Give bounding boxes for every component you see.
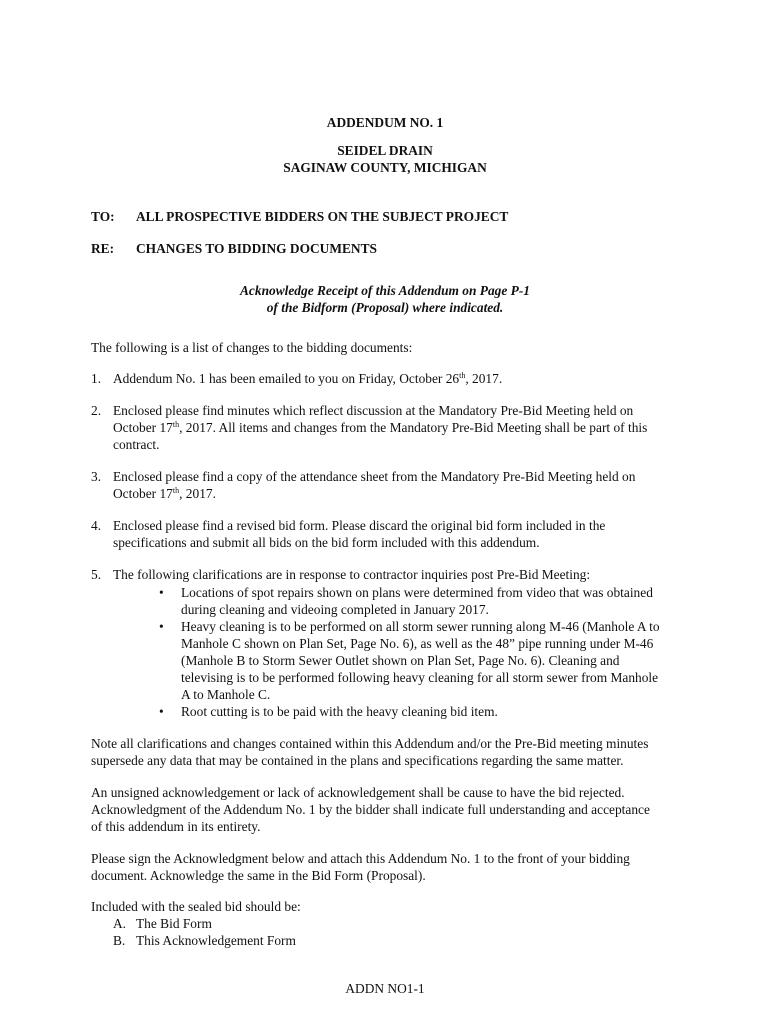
item-2-line3: contract.: [113, 437, 160, 452]
intro-text: The following is a list of changes to the bidding documents:: [91, 340, 413, 355]
item-number: 2.: [91, 403, 102, 418]
item-number: 1.: [91, 371, 102, 386]
bullet-3-line1: Root cutting is to be paid with the heavy cleaning bid item.: [181, 704, 498, 719]
bullet-marker: •: [159, 585, 164, 600]
list-letter: A.: [113, 916, 127, 931]
item-5-line1: The following clarifications are in response to contractor inquiries post Pre-Bid Meeting:: [113, 567, 591, 582]
list-item-bid-form: The Bid Form: [136, 916, 212, 931]
note-line1: Note all clarifications and changes contained within this Addendum and/or the Pre-Bid meeting minutes: [91, 736, 649, 751]
item-2-line2: October 17th, 2017. All items and changes from the Mandatory Pre-Bid Meeting shall be part of this: [113, 420, 648, 435]
re-value: CHANGES TO BIDDING DOCUMENTS: [136, 241, 377, 256]
item-1-text: Addendum No. 1 has been emailed to you on Friday, October 26th, 2017.: [113, 371, 503, 386]
bullet-1-line2: during cleaning and videoing completed in January 2017.: [181, 602, 489, 617]
sign-line1: Please sign the Acknowledgment below and attach this Addendum No. 1 to the front of your bidding: [91, 851, 630, 866]
bullet-2-line3: (Manhole B to Storm Sewer Outlet shown on Plan Set, Page No. 6). Cleaning and: [181, 653, 620, 668]
unsigned-line1: An unsigned acknowledgement or lack of acknowledgement shall be cause to have the bid rejected.: [91, 785, 625, 800]
bullet-marker: •: [159, 619, 164, 634]
item-4-line2: specifications and submit all bids on the bid form included with this addendum.: [113, 535, 540, 550]
item-number: 5.: [91, 567, 102, 582]
county-name: SAGINAW COUNTY, MICHIGAN: [283, 160, 487, 175]
list-letter: B.: [113, 933, 126, 948]
list-item-acknowledgement-form: This Acknowledgement Form: [136, 933, 296, 948]
unsigned-line3: of this addendum in its entirety.: [91, 819, 261, 834]
project-name: SEIDEL DRAIN: [337, 143, 433, 158]
bullet-2-line4: televising is to be performed following heavy cleaning for all storm sewer from Manhole: [181, 670, 659, 685]
acknowledge-note-line1: Acknowledge Receipt of this Addendum on Page P-1: [240, 283, 530, 298]
acknowledge-note-line2: of the Bidform (Proposal) where indicated.: [266, 300, 504, 315]
addendum-title: ADDENDUM NO. 1: [326, 115, 444, 130]
bullet-2-line5: A to Manhole C.: [181, 687, 271, 702]
page-footer-label: ADDN NO1-1: [345, 981, 425, 996]
included-heading: Included with the sealed bid should be:: [91, 899, 301, 914]
item-3-line1: Enclosed please find a copy of the attendance sheet from the Mandatory Pre-Bid Meeting held on: [113, 469, 636, 484]
unsigned-line2: Acknowledgment of the Addendum No. 1 by the bidder shall indicate full understanding and acceptance: [91, 802, 650, 817]
item-4-line1: Enclosed please find a revised bid form. Please discard the original bid form included in the: [113, 518, 606, 533]
bullet-2-line1: Heavy cleaning is to be performed on all storm sewer running along M-46 (Manhole A to: [181, 619, 660, 634]
note-line2: supersede any data that may be contained in the plans and specifications regarding the same matter.: [91, 753, 624, 768]
to-value: ALL PROSPECTIVE BIDDERS ON THE SUBJECT PROJECT: [136, 209, 509, 224]
bullet-marker: •: [159, 704, 164, 719]
item-2-line1: Enclosed please find minutes which reflect discussion at the Mandatory Pre-Bid Meeting held on: [113, 403, 634, 418]
re-label: RE:: [91, 241, 115, 256]
bullet-1-line1: Locations of spot repairs shown on plans were determined from video that was obtained: [181, 585, 653, 600]
item-number: 3.: [91, 469, 102, 484]
item-3-line2: October 17th, 2017.: [113, 486, 216, 501]
item-number: 4.: [91, 518, 102, 533]
bullet-2-line2: Manhole C shown on Plan Set, Page No. 6), as well as the 48” pipe running under M-46: [181, 636, 654, 651]
sign-line2: document. Acknowledge the same in the Bid Form (Proposal).: [91, 868, 426, 883]
to-label: TO:: [91, 209, 115, 224]
